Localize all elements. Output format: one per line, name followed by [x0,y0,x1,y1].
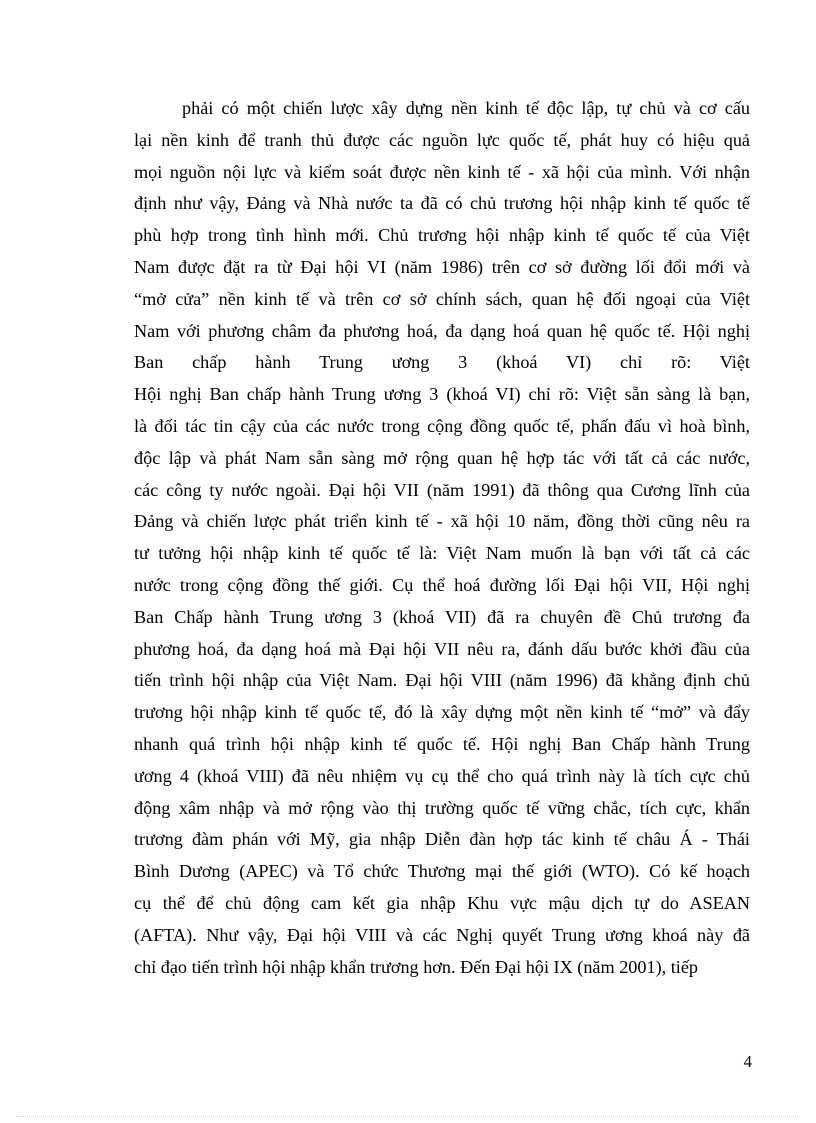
text-line: (AFTA). Như vậy, Đại hội VIII và các Nghị quyết Trung ương khoá này đã [134,924,750,945]
text-line: Nam được đặt ra từ Đại hội VI (năm 1986) trên cơ sở đường lối đổi mới và [134,256,750,277]
text-line: Đảng và chiến lược phát triển kinh tế - xã hội 10 năm, đồng thời cũng nêu ra [134,511,750,532]
page-number: 4 [743,1052,752,1071]
text-line: chỉ đạo tiến trình hội nhập khẩn trương hơn. Đến Đại hội IX (năm 2001), tiếp [134,956,698,977]
text-line: tiến trình hội nhập của Việt Nam. Đại hội VIII (năm 1996) đã khẳng định chủ [134,670,750,691]
text-line: nhanh quá trình hội nhập kinh tế quốc tế. Hội nghị Ban Chấp hành Trung [134,733,750,754]
text-line: cụ thể để chủ động cam kết gia nhập Khu vực mậu dịch tự do ASEAN [134,892,750,913]
body-paragraph [134,93,750,983]
text-line: là đối tác tin cậy của các nước trong cộng đồng quốc tế, phấn đấu vì hoà bình, [134,415,750,436]
text-line: Ban Chấp hành Trung ương 3 (khoá VII) đã ra chuyên đề Chủ trương đa [134,606,750,627]
text-line: ương 4 (khoá VIII) đã nêu nhiệm vụ cụ thể cho quá trình này là tích cực chủ [134,765,750,786]
text-line: “mở cửa” nền kinh tế và trên cơ sở chính sách, quan hệ đối ngoại của Việt [134,288,750,309]
text-line: Nam với phương châm đa phương hoá, đa dạng hoá quan hệ quốc tế. Hội nghị [134,320,750,341]
text-line: trương đàm phán với Mỹ, gia nhập Diễn đàn hợp tác kinh tế châu Á - Thái [134,829,750,850]
text-line: trương hội nhập kinh tế quốc tế, đó là xây dựng một nền kinh tế “mở” và đẩy [134,702,750,723]
text-line: phương hoá, đa dạng hoá mà Đại hội VII nêu ra, đánh dấu bước khởi đầu của [134,638,750,659]
text-line: động xâm nhập và mở rộng vào thị trường quốc tế vững chắc, tích cực, khẩn [134,797,750,818]
text-line: phải có một chiến lược xây dựng nền kinh tế độc lập, tự chủ và cơ cấu [182,98,750,118]
text-line: độc lập và phát Nam sẵn sàng mở rộng quan hệ hợp tác với tất cả các nước, [134,447,750,468]
text-line: Ban chấp hành Trung ương 3 (khoá VI) chỉ rõ: Việt [134,352,750,373]
text-line: các công ty nước ngoài. Đại hội VII (năm 1991) đã thông qua Cương lĩnh của [134,479,750,500]
text-line: Bình Dương (APEC) và Tổ chức Thương mại thế giới (WTO). Có kế hoạch [134,861,750,882]
text-line: phù hợp trong tình hình mới. Chủ trương hội nhập kinh tế quốc tế của Việt [134,225,750,246]
text-line: lại nền kinh để tranh thủ được các nguồn lực quốc tế, phát huy có hiệu quả [134,129,750,150]
text-line: tư tưởng hội nhập kinh tế quốc tế là: Việt Nam muốn là bạn với tất cả các [134,543,750,564]
text-line: nước trong cộng đồng thế giới. Cụ thể hoá đường lối Đại hội VII, Hội nghị [134,574,750,595]
page-bottom-divider [16,1116,800,1117]
text-line: mọi nguồn nội lực và kiểm soát được nền kinh tế - xã hội của mình. Với nhận [134,161,750,182]
text-line: Hội nghị Ban chấp hành Trung ương 3 (khoá VI) chỉ rõ: Việt sẵn sàng là bạn, [134,384,750,405]
text-line: định như vậy, Đảng và Nhà nước ta đã có chủ trương hội nhập kinh tế quốc tế [134,193,750,214]
